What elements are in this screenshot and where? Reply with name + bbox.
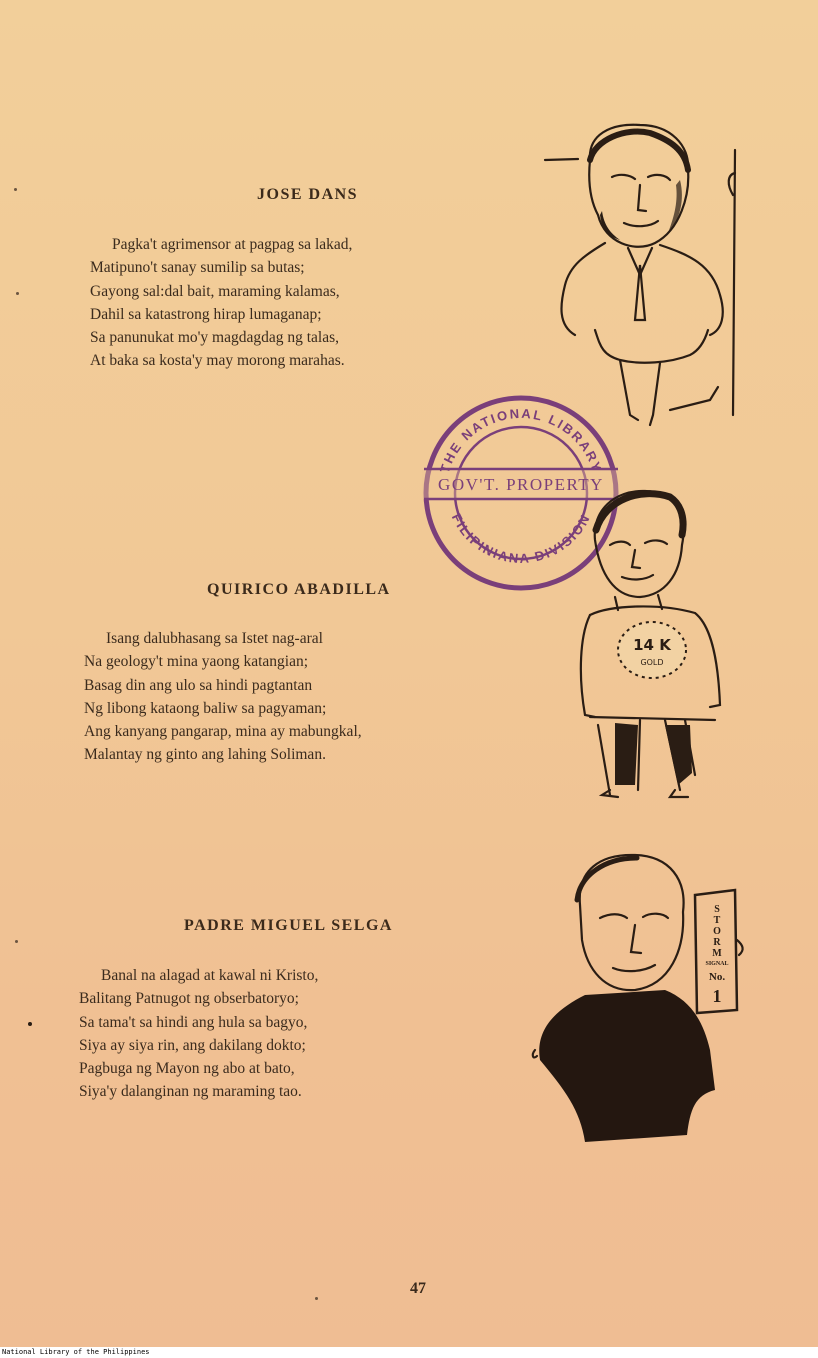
poem-line: Balitang Patnugot ng obserbatoryo; (79, 990, 299, 1008)
poem-line: Malantay ng ginto ang lahing Soliman. (84, 746, 326, 764)
margin-speck (16, 292, 19, 295)
poem-line: Na geology't mina yaong katangian; (84, 653, 309, 671)
caricature-quirico-abadilla (570, 485, 730, 800)
sign-number-text: 1 (712, 986, 722, 1006)
stamp-band-text: GOV'T. PROPERTY (438, 475, 604, 494)
poem-title-padre-miguel-selga: PADRE MIGUEL SELGA (184, 917, 393, 934)
margin-speck (15, 940, 18, 943)
poem-padre-miguel-selga (79, 964, 318, 1104)
badge-14k-text: 14 K (633, 636, 671, 654)
stamp-bottom-text: FILIPINIANA DIVISION (448, 510, 594, 566)
badge-gold-text: GOLD (640, 658, 664, 667)
poem-line: Matipuno't sanay sumilip sa butas; (90, 259, 305, 277)
poem-jose-dans (90, 233, 352, 373)
poem-line: Ang kanyang pangarap, mina ay mabungkal, (84, 723, 362, 741)
sign-letter-m: M (712, 948, 722, 959)
poem-title-quirico-abadilla: QUIRICO ABADILLA (207, 581, 391, 598)
poem-line: Ng libong kataong baliw sa pagyaman; (84, 699, 327, 717)
poem-line: Dahil sa katastrong hirap lumaganap; (90, 305, 322, 323)
margin-speck (14, 188, 17, 191)
margin-speck (315, 1297, 318, 1300)
stamp-top-text: THE NATIONAL LIBRARY (436, 405, 606, 475)
poem-line: Sa tama't sa hindi ang hula sa bagyo, (79, 1013, 308, 1031)
poem-line: Siya ay siya rin, ang dakilang dokto; (79, 1036, 306, 1054)
sign-letter-s: S (714, 904, 720, 915)
margin-speck (28, 1022, 32, 1026)
sign-no-text: No. (708, 971, 726, 983)
caricature-jose-dans (540, 115, 755, 435)
poem-line: Isang dalubhasang sa Istet nag-aral (106, 630, 323, 647)
poem-line: Pagbuga ng Mayon ng abo at bato, (79, 1060, 295, 1078)
poem-line: Sa panunukat mo'y magdagdag ng talas, (90, 329, 340, 347)
poem-title-jose-dans: JOSE DANS (257, 186, 359, 203)
poem-line: Siya'y dalanginan ng maraming tao. (79, 1083, 302, 1101)
poem-line: Basag din ang ulo sa hindi pagtantan (84, 676, 313, 694)
library-footer: National Library of the Philippines (0, 1347, 818, 1358)
caricature-padre-miguel-selga (525, 850, 750, 1150)
sign-letter-t: T (713, 915, 721, 926)
poem-line: At baka sa kosta'y may morong marahas. (90, 352, 345, 370)
poem-line: Pagka't agrimensor at pagpag sa lakad, (112, 236, 353, 253)
page-number: 47 (410, 1280, 426, 1297)
sign-letter-o: O (713, 926, 721, 937)
sign-letter-r: R (713, 937, 721, 948)
poem-line: Gayong sal:dal bait, maraming kalamas, (90, 282, 340, 300)
poem-quirico-abadilla (84, 627, 362, 767)
poem-line: Banal na alagad at kawal ni Kristo, (101, 967, 319, 984)
sign-sub-text: SIGNAL (705, 961, 729, 967)
